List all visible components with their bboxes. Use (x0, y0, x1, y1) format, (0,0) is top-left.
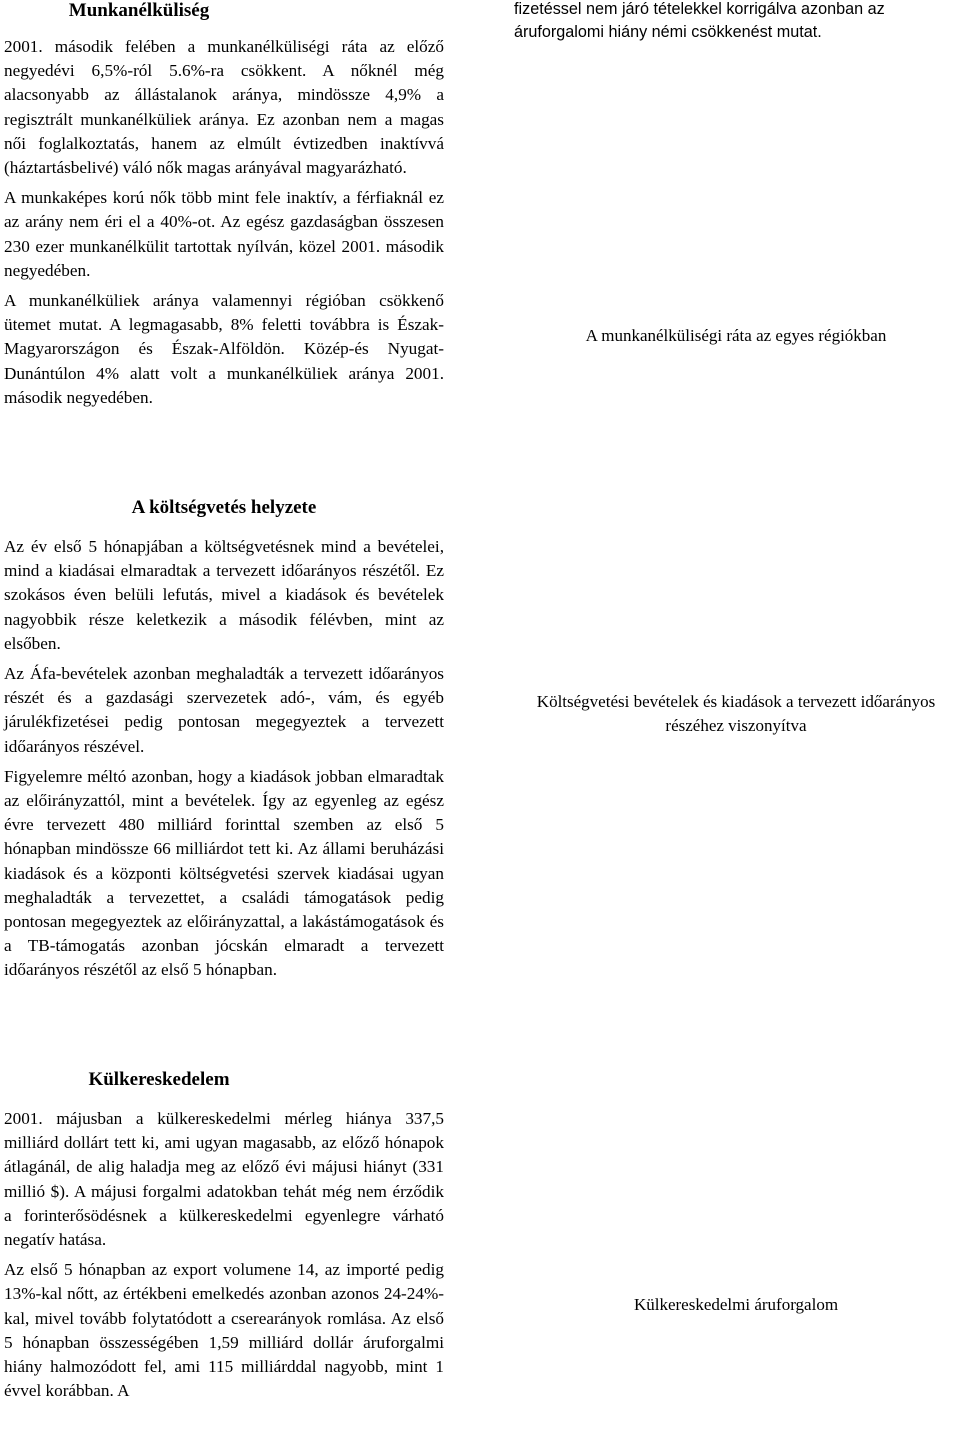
section-title-unemployment: Munkanélküliség (68, 0, 210, 21)
figure-caption-unemployment-regions: A munkanélküliségi ráta az egyes régiókban (585, 326, 887, 345)
paragraph: A munkanélküliek aránya valamennyi régióban csökkenő ütemet mutat. A legmagasabb, 8% feletti továbbra is Észak-Magyarországon és Észak-Alföldön. Közép-és Nyugat-Dunántúlon 4% alatt volt a munkanélküliek aránya 2001. második negyedében. (4, 291, 444, 407)
section-title-budget: A költségvetés helyzete (131, 497, 317, 518)
paragraph: 2001. májusban a külkereskedelmi mérleg hiánya 337,5 milliárd dollárt tett ki, ami ugyan magasabb, az előző hónapok átlagánál, de alig haladja meg az előző évi májusi hiányt (331 millió $). A májusi forgalmi adatokban tehát még nem érződik a forinterősödésnek a külkereskedelmi egyenlegre várható negatív hatása. (4, 1109, 444, 1250)
figure-caption-budget: Költségvetési bevételek és kiadások a tervezett időarányos részéhez viszonyítva (536, 692, 936, 735)
paragraph: Az év első 5 hónapjában a költségvetésnek mind a bevételei, mind a kiadásai elmaradtak a tervezett időarányos részétől. Ez szokásos éven belüli lefutás, mivel a kiadások és bevételek nagyobbik része keletkezik a második félévben, mint az elsőben. (4, 537, 444, 653)
section-unemployment-body (4, 35, 444, 410)
section-budget-body (4, 535, 444, 983)
paragraph: A munkaképes korú nők több mint fele inaktív, a férfiaknál ez az arány nem éri el a 40%-ot. Az egész gazdaságban összesen 230 ezer munkanélkülit tartottak nyílván, közel 2001. második negyedében. (4, 188, 444, 280)
section-foreign-trade-body (4, 1107, 444, 1403)
paragraph: 2001. második felében a munkanélküliségi ráta az előző negyedévi 6,5%-ról 5.6%-ra csökkent. A nőknél még alacsonyabb az állástalanok aránya, mindössze 4,9% a regisztrált munkanélküliek aránya. Ez azonban nem a magas női foglalkoztatás, hanem az elmúlt évtizedben inaktívvá (háztartásbelivé) váló nők magas arányával magyarázható. (4, 37, 444, 178)
continuation-text: fizetéssel nem járó tételekkel korrigálva azonban az áruforgalomi hiány némi csökkenést mutat. (514, 0, 885, 41)
paragraph: Az első 5 hónapban az export volumene 14, az importé pedig 13%-kal nőtt, az értékbeni emelkedés azonban azonos 24-24%-kal, mivel tovább folytatódott a cserearányok romlása. Az első 5 hónapban összességében 1,59 milliárd dollár áruforgalmi hiány halmozódott fel, ami 115 milliárddal nagyobb, mint 1 évvel korábban. A (4, 1260, 444, 1401)
section-title-foreign-trade: Külkereskedelem (88, 1069, 230, 1090)
paragraph: Figyelemre méltó azonban, hogy a kiadások jobban elmaradtak az előirányzattól, mint a bevételek. Így az egyenleg az egész évre tervezett 480 milliárd forinttal szemben az első 5 hónapban mindössze 66 milliárdot tett ki. Az állami beruházási kiadások és a központi költségvetési szervek kiadásai ugyan meghaladták a tervezettet, a családi támogatások pedig pontosan megegyeztek az előirányzattal, a lakástámogatások és a TB-támogatás azonban jócskán elmaradt a tervezett időarányos részétől az első 5 hónapban. (4, 766, 444, 980)
paragraph: Az Áfa-bevételek azonban meghaladták a tervezett időarányos részét és a gazdasági szervezetek adó-, vám, és egyéb járulékfizetései pedig pontosan megegyeztek a tervezett időarányos részével. (4, 664, 444, 756)
figure-caption-foreign-trade: Külkereskedelmi áruforgalom (633, 1295, 839, 1314)
